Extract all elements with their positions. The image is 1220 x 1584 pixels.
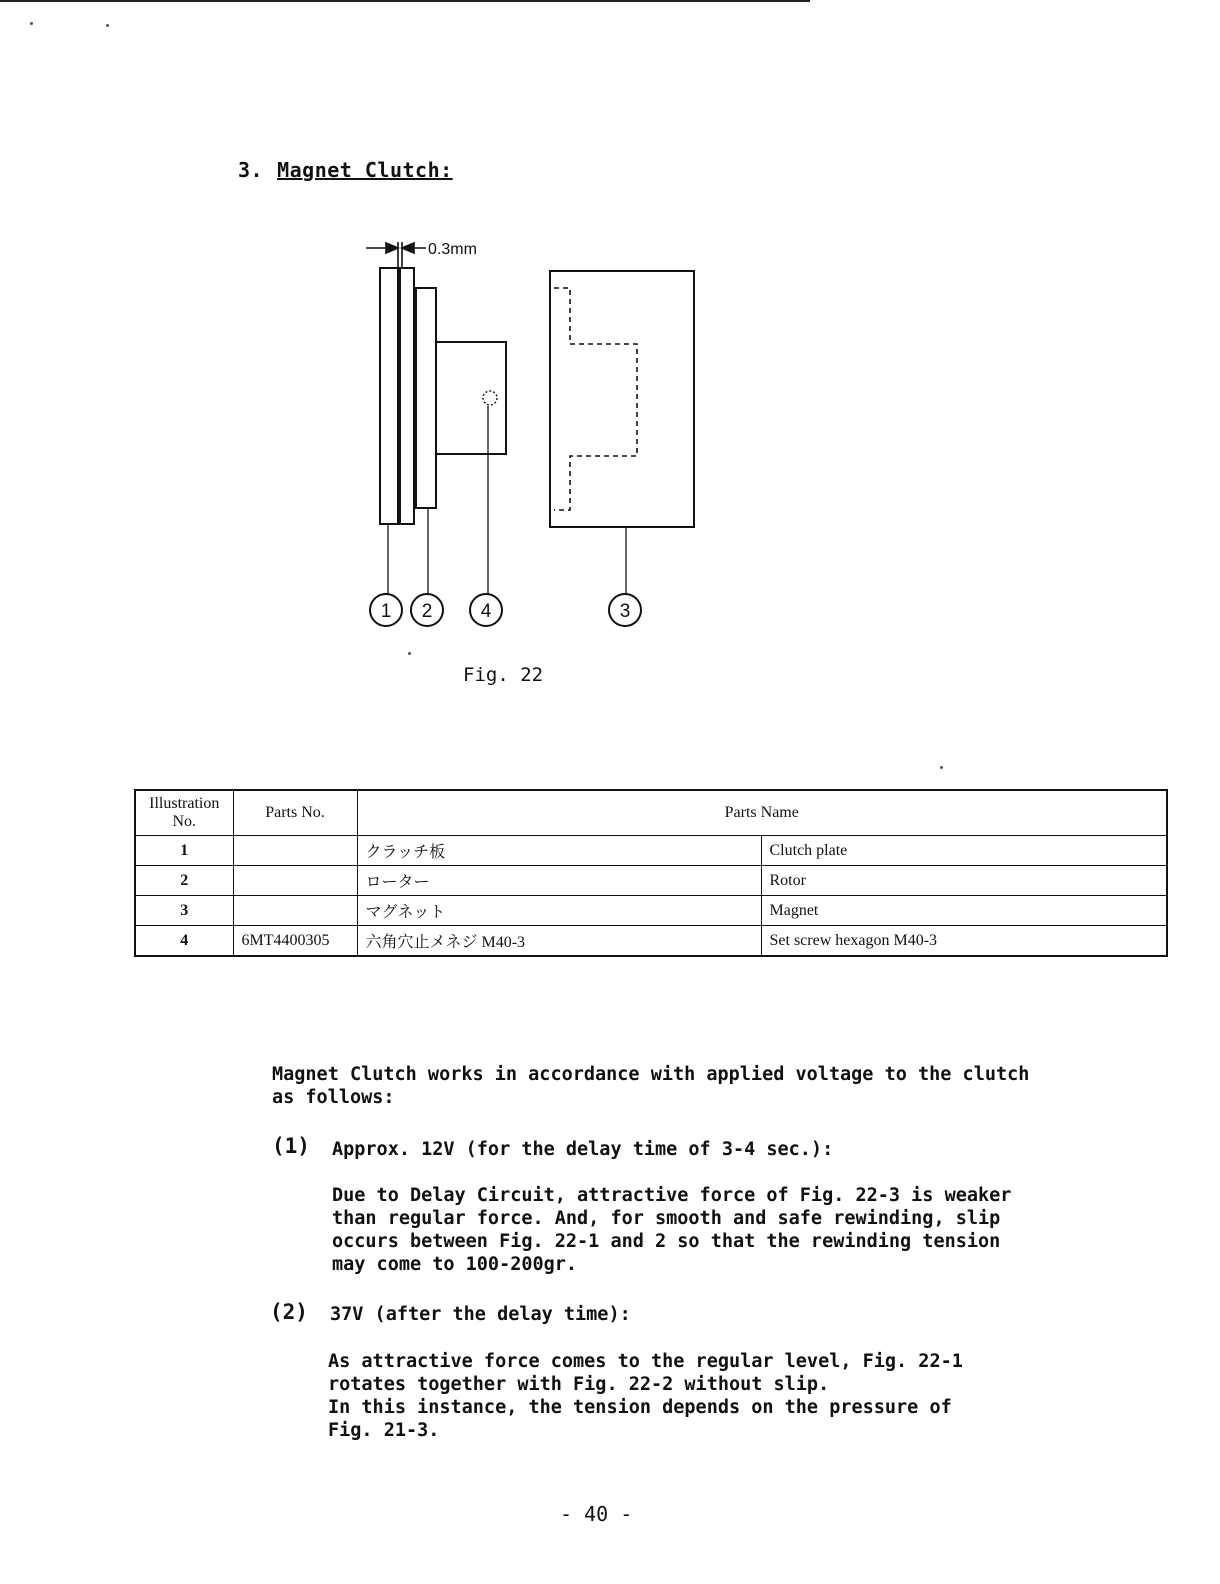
cell-name-jp: マグネット <box>357 896 761 926</box>
scan-speck <box>106 24 109 27</box>
cell-no: 4 <box>135 926 233 957</box>
scan-speck <box>940 766 943 769</box>
cell-name-en: Clutch plate <box>761 836 1167 866</box>
scan-speck <box>408 652 411 655</box>
item-2-text: As attractive force comes to the regular level, Fig. 22-1 rotates together with Fig. 22-2 without slip. In this instance, the tension depends on the pressure of Fig. 21-3. <box>328 1351 963 1441</box>
magnet-shape <box>550 271 694 527</box>
item-2-number: (2) <box>270 1300 308 1324</box>
item-1-number: (1) <box>272 1134 310 1158</box>
cell-no: 1 <box>135 836 233 866</box>
cell-name-en: Set screw hexagon M40-3 <box>761 926 1167 957</box>
cell-name-jp: クラッチ板 <box>357 836 761 866</box>
cell-name-jp: 六角穴止メネジ M40-3 <box>357 926 761 957</box>
cell-name-en: Magnet <box>761 896 1167 926</box>
clutch-plate-shape <box>380 268 398 524</box>
header-illustration-no: Illustration No. <box>135 790 233 836</box>
figure-caption: Fig. 22 <box>463 664 544 686</box>
cell-name-jp: ローター <box>357 866 761 896</box>
callout-label-4: 4 <box>480 601 492 622</box>
section-heading <box>238 158 453 182</box>
cell-no: 3 <box>135 896 233 926</box>
cell-parts-no <box>233 896 357 926</box>
intro-paragraph: Magnet Clutch works in accordance with applied voltage to the clutch as follows: <box>272 1064 1030 1108</box>
scan-speck <box>30 22 33 25</box>
table-row <box>135 896 1167 926</box>
table-row <box>135 926 1167 957</box>
parts-table <box>134 789 1168 957</box>
item-2-heading: 37V (after the delay time): <box>330 1304 631 1325</box>
cell-parts-no <box>233 866 357 896</box>
gap-label: 0.3mm <box>428 241 477 258</box>
callout-label-3: 3 <box>619 601 631 622</box>
hub-shape <box>436 342 506 454</box>
header-parts-name: Parts Name <box>357 790 1167 836</box>
header-parts-no: Parts No. <box>233 790 357 836</box>
item-1-text: Due to Delay Circuit, attractive force of Fig. 22-3 is weaker than regular force. And, for smooth and safe rewinding, slip occurs between Fig. 22-1 and 2 so that the rewinding tension may come to 100-200gr. <box>332 1185 1012 1275</box>
top-rule <box>0 0 810 2</box>
magnet-inner-dashed <box>554 288 637 510</box>
rotor-shape <box>400 268 414 524</box>
item-1-heading: Approx. 12V (for the delay time of 3-4 sec.): <box>332 1139 834 1160</box>
cell-parts-no: 6MT4400305 <box>233 926 357 957</box>
cell-name-en: Rotor <box>761 866 1167 896</box>
cell-parts-no <box>233 836 357 866</box>
page-number: - 40 - <box>560 1502 633 1526</box>
flange-shape <box>416 288 436 508</box>
section-number: 3. <box>238 158 264 182</box>
table-header-row <box>135 790 1167 836</box>
table-row <box>135 866 1167 896</box>
section-title: Magnet Clutch: <box>277 158 453 182</box>
callout-label-2: 2 <box>421 601 433 622</box>
set-screw-shape <box>483 391 497 405</box>
magnet-clutch-diagram <box>340 228 720 638</box>
table-row <box>135 836 1167 866</box>
callout-label-1: 1 <box>380 601 392 622</box>
cell-no: 2 <box>135 866 233 896</box>
